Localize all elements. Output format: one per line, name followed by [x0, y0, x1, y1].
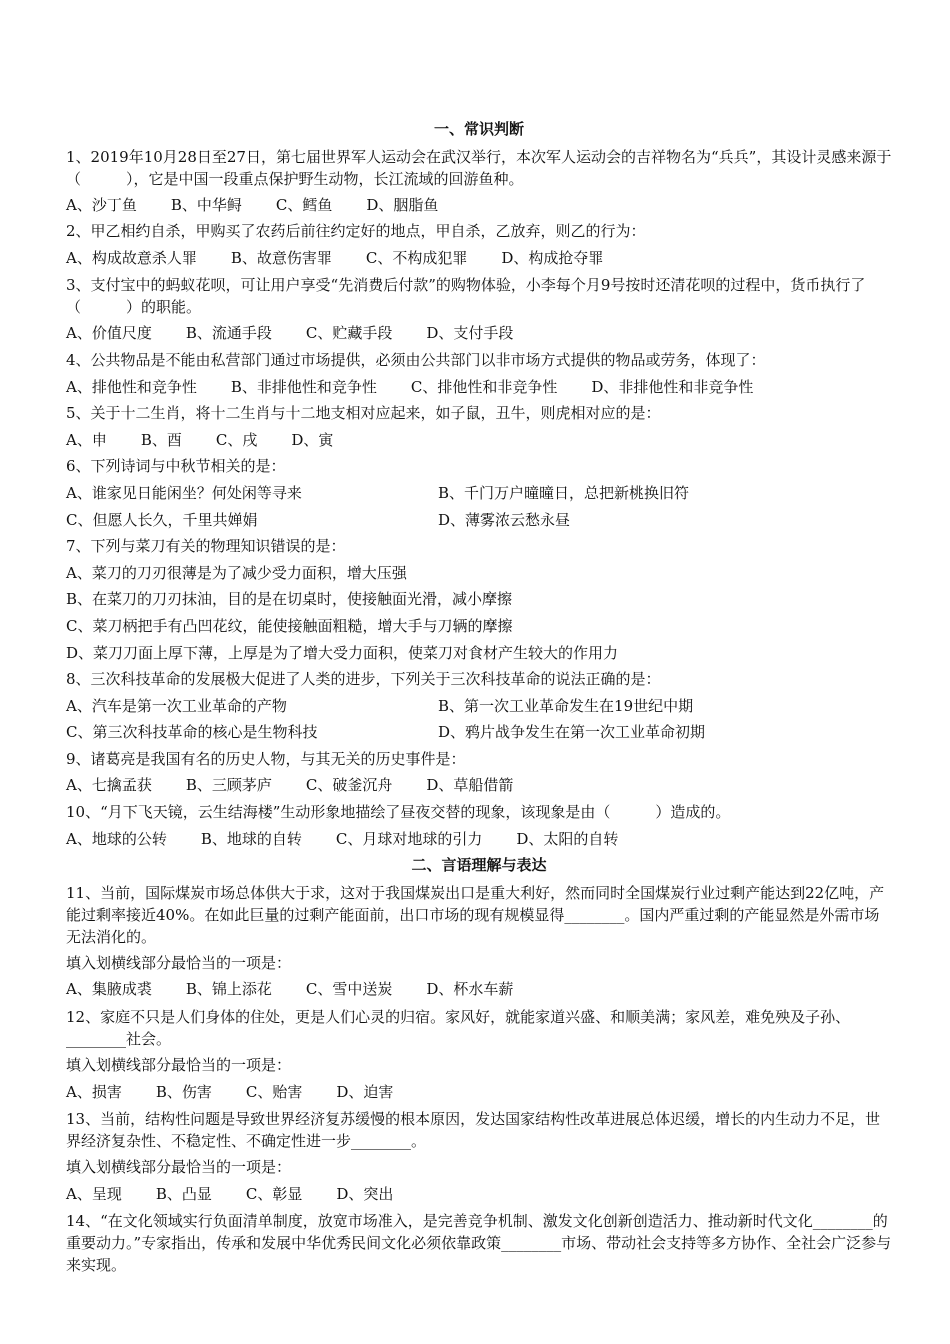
option: C、不构成犯罪 [365, 248, 468, 267]
question-stem: 8、三次科技革命的发展极大促进了人类的进步，下列关于三次科技革命的说法正确的是： [66, 670, 661, 689]
option: C、第三次科技革命的核心是生物科技 [66, 723, 318, 742]
options-row [66, 1079, 892, 1106]
option: A、谁家见日能闲坐？何处闲等寻来 [66, 483, 302, 502]
option: B、中华鲟 [170, 195, 242, 214]
option: C、月球对地球的引力 [335, 829, 483, 848]
option: A、集腋成裘 [66, 980, 152, 999]
question-stem: 10、“月下飞天镜，云生结海楼”生动形象地描绘了昼夜交替的现象，该现象是由（ ）造成的。 [66, 803, 731, 822]
section-heading: 一、常识判断 [433, 120, 524, 138]
section-heading: 二、言语理解与表达 [411, 856, 547, 875]
option: B、在菜刀的刀刃抹油，目的是在切桌时，使接触面光滑，减小摩擦 [66, 590, 513, 609]
option: D、非排他性和非竞争性 [591, 377, 754, 396]
option: A、构成故意杀人罪 [66, 248, 197, 267]
question-stem: 11、当前，国际煤炭市场总体供大于求，这对于我国煤炭出口是重大利好，然而同时全国煤炭行业过剩产能达到22亿吨，产能过剩率接近40%。在如此巨量的过剩产能面前，出口市场的现有规模显得________。国内严重过剩的产能显然是外需市场无法消化的。 [66, 883, 885, 946]
option: A、呈现 [66, 1184, 122, 1203]
option: C、排他性和非竞争性 [410, 377, 558, 396]
option: C、但愿人长久，千里共婵娟 [66, 510, 258, 529]
option: D、鸦片战争发生在第一次工业革命初期 [438, 723, 706, 742]
option: C、菜刀柄把手有凸凹花纹，能使接触面粗糙，增大手与刀辆的摩擦 [66, 616, 513, 635]
options-row [66, 480, 892, 507]
option: C、贻害 [245, 1082, 303, 1101]
options-row [66, 719, 892, 746]
question-stem: 3、支付宝中的蚂蚁花呗，可让用户享受“先消费后付款”的购物体验，小李每个月9号按时还清花呗的过程中，货币执行了（ ）的职能。 [66, 276, 866, 317]
options-row [66, 374, 892, 401]
question-stem: 13、当前，结构性问题是导致世界经济复苏缓慢的根本原因，发达国家结构性改革进展总体迟缓，增长的内生动力不足，世界经济复杂性、不稳定性、不确定性进一步________。 [66, 1110, 881, 1151]
options-row [66, 976, 892, 1003]
option: C、鳕鱼 [275, 195, 333, 214]
exam-page [66, 116, 892, 1278]
options-row [66, 245, 892, 272]
question-stem: 12、家庭不只是人们身体的住处，更是人们心灵的归宿。家风好，就能家道兴盛、和顺美满；家风差，难免殃及子孙、________社会。 [66, 1008, 851, 1049]
option: A、损害 [66, 1082, 122, 1101]
option: C、彰显 [245, 1184, 303, 1203]
option: D、菜刀刀面上厚下薄，上厚是为了增大受力面积，使菜刀对食材产生较大的作用力 [66, 643, 619, 662]
option: D、薄雾浓云愁永昼 [438, 510, 571, 529]
question-stem: 6、下列诗词与中秋节相关的是： [66, 457, 286, 476]
option: B、凸显 [155, 1184, 212, 1203]
option: D、草船借箭 [426, 776, 514, 795]
option: B、三顾茅庐 [185, 776, 272, 795]
option: D、太阳的自转 [516, 829, 619, 848]
option: D、胭脂鱼 [366, 195, 439, 214]
option: A、申 [66, 430, 107, 449]
question-stem: 14、“在文化领域实行负面清单制度，放宽市场准入，是完善竞争机制、激发文化创新创造活力、推动新时代文化________的重要动力。”专家指出，传承和发展中华优秀民间文化必须依靠政策________市场、带动社会支持等多方协作、全社会广泛参与来实现。 [66, 1212, 892, 1275]
option: B、锦上添花 [185, 980, 272, 999]
options-row [66, 507, 892, 534]
option: A、汽车是第一次工业革命的产物 [66, 696, 287, 715]
options-row [66, 1181, 892, 1208]
option: C、戌 [215, 430, 258, 449]
option: C、破釜沉舟 [305, 776, 393, 795]
option: A、地球的公转 [66, 829, 167, 848]
option: D、支付手段 [426, 324, 514, 343]
option: B、伤害 [155, 1082, 212, 1101]
question-stem: 7、下列与菜刀有关的物理知识错误的是： [66, 537, 346, 556]
question-stem: 2、甲乙相约自杀，甲购买了农药后前往约定好的地点，甲自杀，乙放弃，则乙的行为： [66, 222, 646, 241]
question-prompt: 填入划横线部分最恰当的一项是： [66, 953, 292, 972]
option: B、故意伤害罪 [230, 248, 332, 267]
option: D、寅 [291, 430, 334, 449]
question-stem: 1、2019年10月28日至27日，第七届世界军人运动会在武汉举行，本次军人运动会的吉祥物名为“兵兵”，其设计灵感来源于（ ），它是中国一段重点保护野生动物，长江流域的回游鱼种。 [66, 147, 892, 188]
option: A、菜刀的刀刃很薄是为了减少受力面积，增大压强 [66, 563, 407, 582]
option: C、贮藏手段 [305, 324, 393, 343]
option: A、沙丁鱼 [66, 195, 137, 214]
option: B、非排他性和竞争性 [230, 377, 377, 396]
options-row [66, 826, 892, 853]
options-row [66, 320, 892, 347]
options-row [66, 192, 892, 219]
options-row [66, 693, 892, 720]
option: D、突出 [336, 1184, 394, 1203]
question-stem: 9、诸葛亮是我国有名的历史人物，与其无关的历史事件是： [66, 749, 466, 768]
option: B、流通手段 [185, 324, 272, 343]
option: A、七擒孟获 [66, 776, 152, 795]
question-stem: 4、公共物品是不能由私营部门通过市场提供，必须由公共部门以非市场方式提供的物品或劳务，体现了： [66, 350, 766, 369]
options-row [66, 772, 892, 799]
question-stem: 5、关于十二生肖，将十二生肖与十二地支相对应起来，如子鼠，丑牛，则虎相对应的是： [66, 404, 661, 423]
option: D、杯水车薪 [426, 980, 514, 999]
option: D、迫害 [336, 1082, 394, 1101]
option: B、地球的自转 [200, 829, 302, 848]
option: C、雪中送炭 [305, 980, 393, 999]
question-prompt: 填入划横线部分最恰当的一项是： [66, 1056, 292, 1075]
options-row [66, 427, 892, 454]
option: D、构成抢夺罪 [501, 248, 604, 267]
option: B、第一次工业革命发生在19世纪中期 [438, 696, 694, 715]
question-prompt: 填入划横线部分最恰当的一项是： [66, 1158, 292, 1177]
option: A、价值尺度 [66, 324, 152, 343]
option: B、酉 [140, 430, 182, 449]
option: A、排他性和竞争性 [66, 377, 197, 396]
option: B、千门万户曈曈日，总把新桃换旧符 [438, 483, 690, 502]
